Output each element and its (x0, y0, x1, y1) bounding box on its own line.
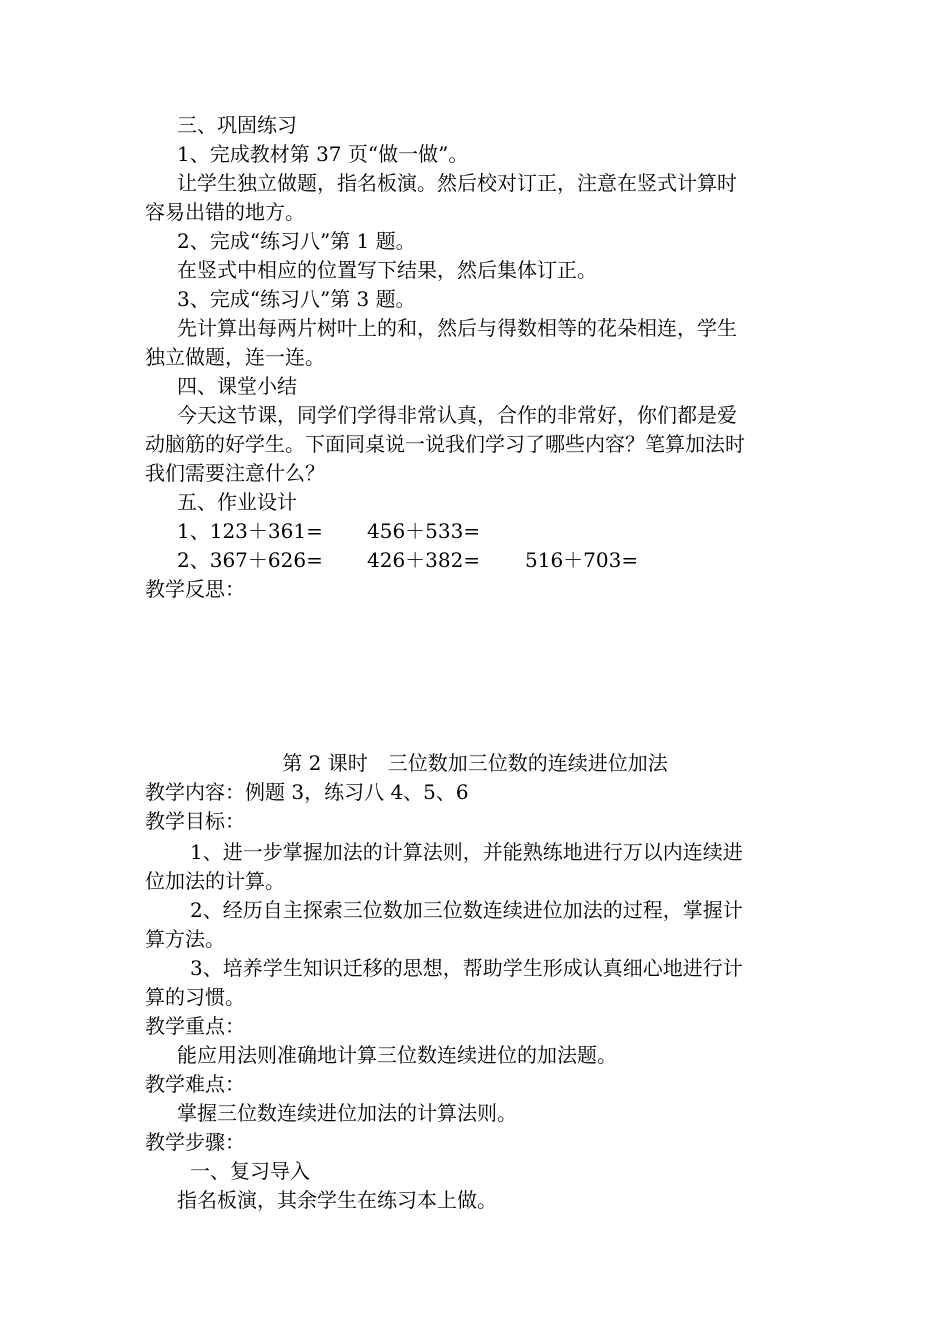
goal-1-line2: 位加法的计算。 (145, 869, 285, 893)
difficulty-label: 教学难点： (145, 1072, 245, 1096)
heading-homework-design: 五、作业设计 (177, 490, 297, 514)
goal-1-line1: 1、进一步掌握加法的计算法则，并能熟练地进行万以内连续进 (190, 840, 743, 864)
homework-expression: 516＋703= (525, 548, 639, 572)
practice-item-1: 1、完成教材第 37 页“做一做”。 (177, 142, 469, 166)
heading-class-summary: 四、课堂小结 (177, 374, 297, 398)
key-point-label: 教学重点： (145, 1014, 245, 1038)
summary-line1: 今天这节课，同学们学得非常认真，合作的非常好，你们都是爱 (177, 403, 737, 427)
homework-expression: 426＋382= (367, 548, 481, 572)
practice-item-1-desc-line2: 容易出错的地方。 (145, 200, 305, 224)
lesson-number: 第 2 课时 (282, 751, 368, 775)
teaching-steps-label: 教学步骤： (145, 1130, 245, 1154)
summary-line3: 我们需要注意什么？ (145, 461, 325, 485)
homework-expression: 456＋533= (367, 519, 481, 543)
practice-item-3-desc-line1: 先计算出每两片树叶上的和，然后与得数相等的花朵相连，学生 (177, 316, 737, 340)
homework-row-1 (177, 517, 480, 545)
goal-3-line2: 算的习惯。 (145, 985, 245, 1009)
homework-expression: 1、123＋361= (177, 519, 323, 543)
teaching-content: 教学内容：例题 3，练习八 4、5、6 (145, 780, 469, 804)
goal-2-line1: 2、经历自主探索三位数加三位数连续进位加法的过程，掌握计 (190, 898, 743, 922)
key-point-text: 能应用法则准确地计算三位数连续进位的加法题。 (177, 1043, 617, 1067)
homework-expression: 2、367＋626= (177, 548, 323, 572)
lesson-title (0, 749, 950, 777)
step-1-heading: 一、复习导入 (190, 1159, 310, 1183)
practice-item-3: 3、完成“练习八”第 3 题。 (177, 287, 416, 311)
homework-row-2 (177, 546, 638, 574)
teaching-goals-label: 教学目标： (145, 809, 245, 833)
heading-consolidation-practice: 三、巩固练习 (177, 113, 297, 137)
step-1-desc: 指名板演，其余学生在练习本上做。 (177, 1188, 497, 1212)
teaching-reflection-label: 教学反思： (145, 577, 245, 601)
difficulty-text: 掌握三位数连续进位加法的计算法则。 (177, 1101, 517, 1125)
goal-2-line2: 算方法。 (145, 927, 225, 951)
summary-line2: 动脑筋的好学生。下面同桌说一说我们学习了哪些内容？笔算加法时 (145, 432, 745, 456)
goal-3-line1: 3、培养学生知识迁移的思想，帮助学生形成认真细心地进行计 (190, 956, 743, 980)
lesson-topic: 三位数加三位数的连续进位加法 (387, 751, 668, 775)
practice-item-2: 2、完成“练习八”第 1 题。 (177, 229, 416, 253)
practice-item-2-desc: 在竖式中相应的位置写下结果，然后集体订正。 (177, 258, 597, 282)
practice-item-3-desc-line2: 独立做题，连一连。 (145, 345, 325, 369)
practice-item-1-desc-line1: 让学生独立做题，指名板演。然后校对订正，注意在竖式计算时 (177, 171, 737, 195)
